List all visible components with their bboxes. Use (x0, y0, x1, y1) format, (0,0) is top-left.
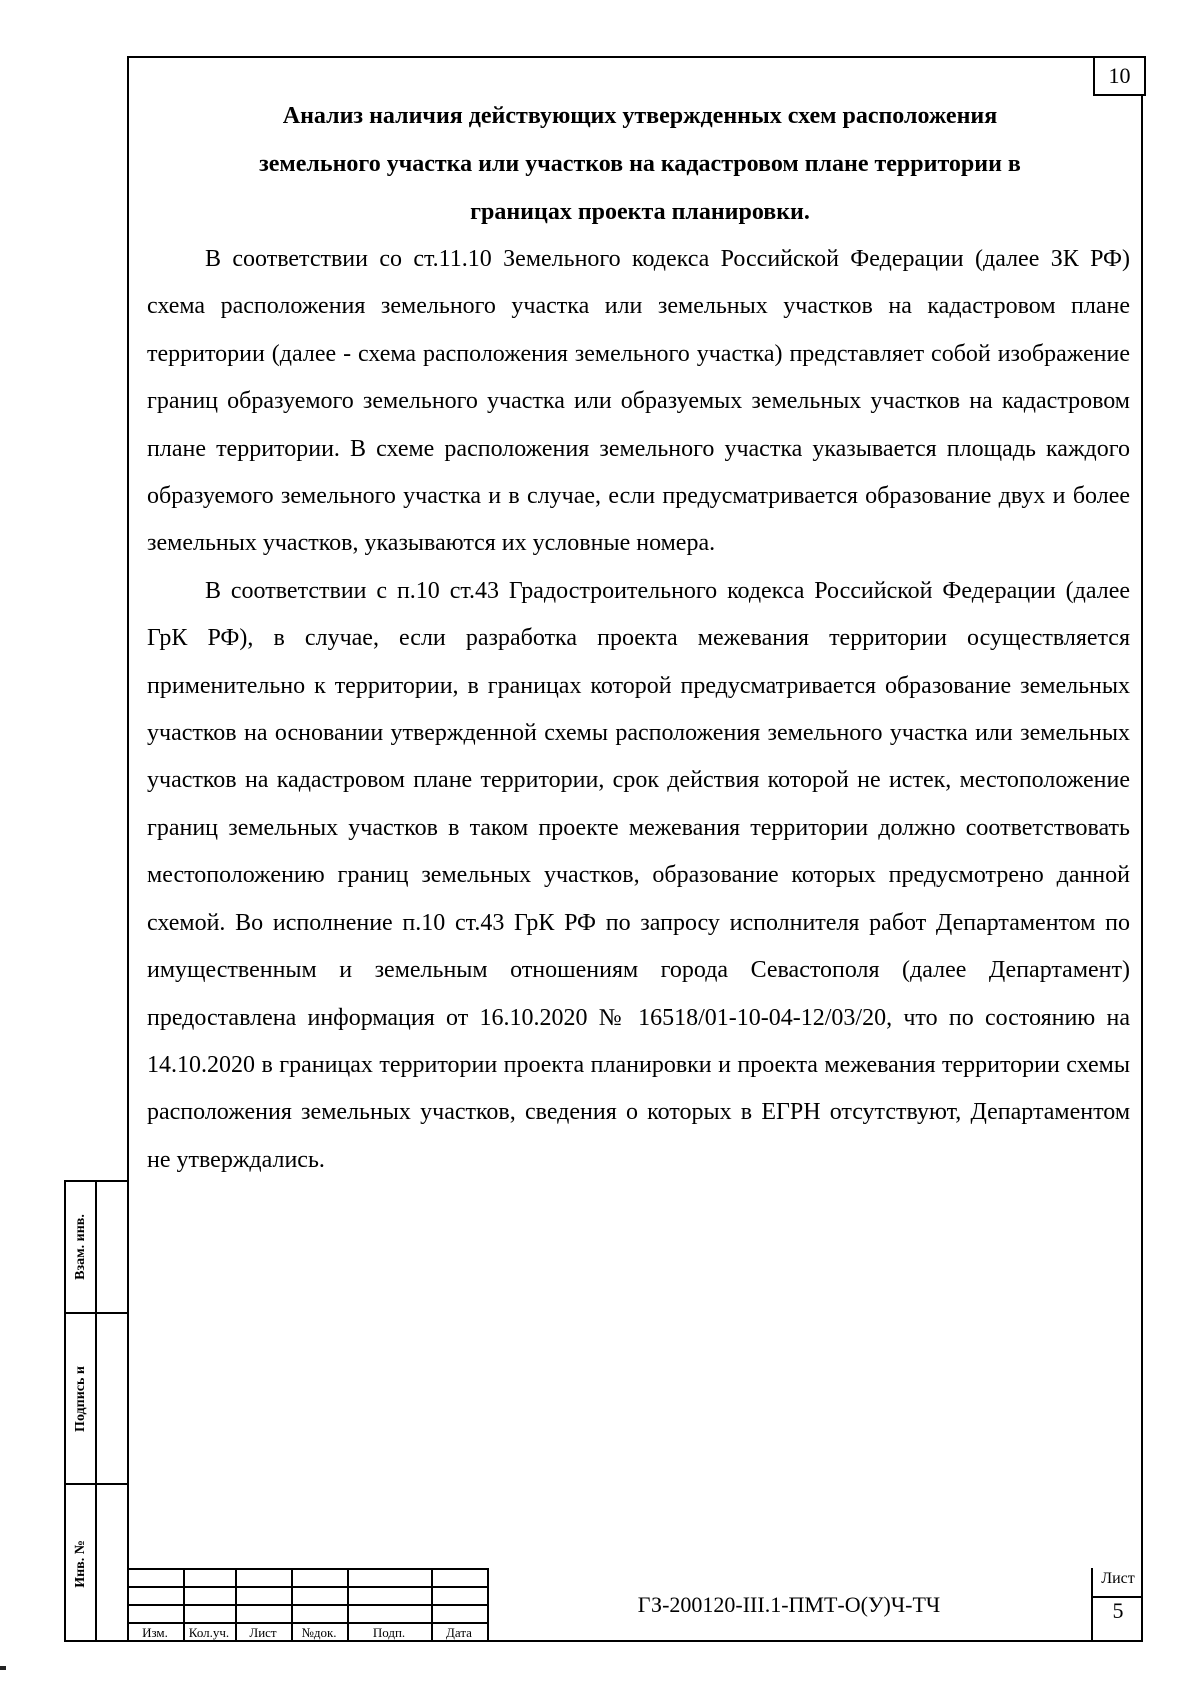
col-kol-uch: Кол.уч. (188, 1625, 230, 1640)
col-izm: Изм. (142, 1625, 168, 1640)
side-label-vzam-inv: Взам. инв. (72, 1214, 88, 1280)
side-label-podpis: Подпись и (72, 1365, 88, 1432)
page-number: 10 (1093, 56, 1146, 96)
side-stamp (64, 1180, 127, 1642)
side-label-inv-no: Инв. № (72, 1539, 88, 1588)
col-list: Лист (249, 1625, 277, 1640)
sheet-number: 5 (1112, 1598, 1124, 1623)
body-text (147, 236, 1130, 1184)
sheet-label: Лист (1101, 1570, 1135, 1587)
paragraph-2: В соответствии с п.10 ст.43 Градостроительного кодекса Российской Федерации (далее ГрК РФ), в случае, если разработка проекта межевания территории осуществляется применительно к территории, в границах которой предусматривается образование земельных участков на основании утвержденной схемы расположения земельного участка или земельных участков на кадастровом плане территории, срок действия которой не истек, местоположение границ земельных участков в таком проекте межевания территории должно соответствовать местоположению границ земельных участков, образование которых предусмотрено данной схемой. Во исполнение п.10 ст.43 ГрК РФ по запросу исполнителя работ Департаментом по имущественным и земельным отношениям города Севастополя (далее Департамент) предоставлена информация от 16.10.2020 № 16518/01-10-04-12/03/20, что по состоянию на 14.10.2020 в границах территории проекта планировки и проекта межевания территории схемы расположения земельных участков, сведения о которых в ЕГРН отсутствуют, Департаментом не утверждались. (147, 577, 1130, 1173)
section-heading (160, 92, 1120, 236)
heading-line-1: Анализ наличия действующих утвержденных схем расположения (282, 103, 998, 129)
col-ndok: №док. (301, 1625, 337, 1640)
title-block (127, 1568, 1143, 1642)
heading-line-3: границах проекта планировки. (470, 199, 810, 225)
col-podp: Подп. (372, 1625, 406, 1640)
col-data: Дата (446, 1625, 472, 1640)
paragraph-1: В соответствии со ст.11.10 Земельного кодекса Российской Федерации (далее ЗК РФ) схема расположения земельного участка или земельных участков на кадастровом плане территории (далее - схема расположения земельного участка) представляет собой изображение границ образуемого земельного участка или образуемых земельных участков на кадастровом плане территории. В схеме расположения земельного участка указывается площадь каждого образуемого земельного участка и в случае, если предусматривается образование двух и более земельных участков, указываются их условные номера. (147, 246, 1130, 557)
document-code: ГЗ-200120-III.1-ПМТ-О(У)Ч-ТЧ (637, 1592, 941, 1617)
heading-line-2: земельного участка или участков на кадастровом плане территории в (259, 151, 1021, 177)
scan-mark (0, 1666, 6, 1670)
